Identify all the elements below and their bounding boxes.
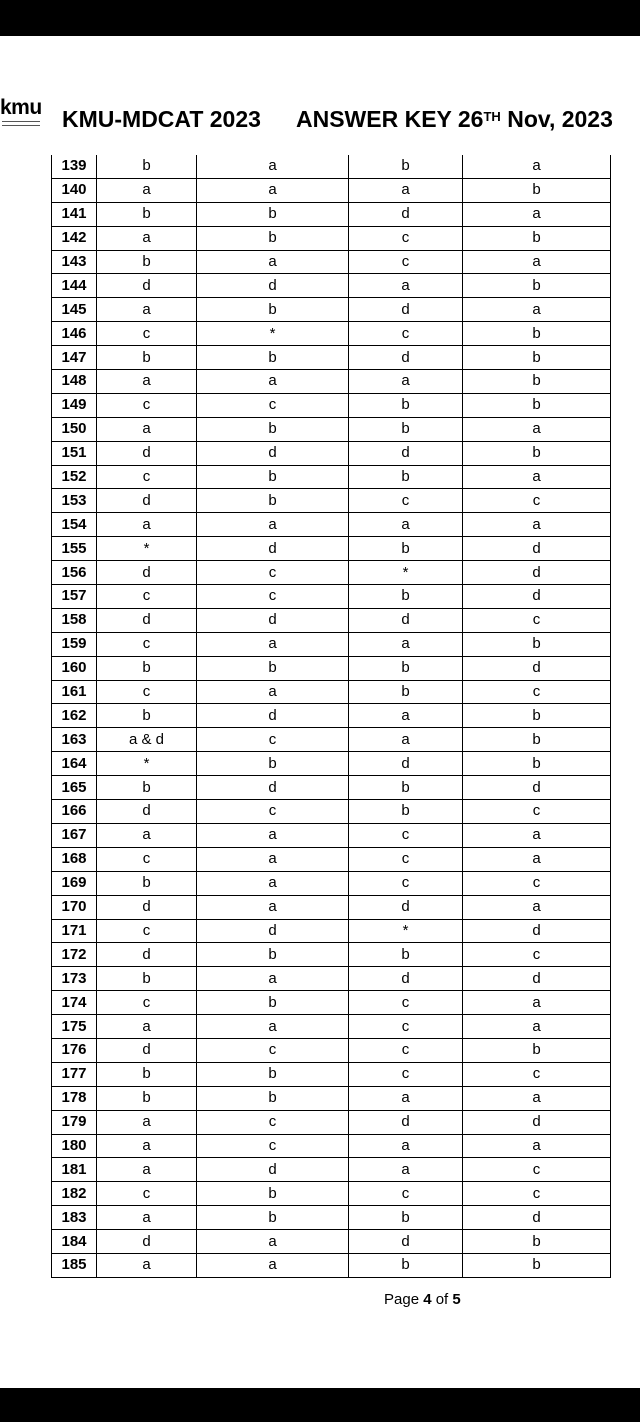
- question-number: 144: [52, 274, 97, 298]
- answer-cell: b: [97, 967, 197, 991]
- answer-cell: a: [463, 847, 611, 871]
- answer-cell: *: [197, 322, 349, 346]
- answer-cell: c: [197, 1134, 349, 1158]
- answer-cell: a: [349, 1134, 463, 1158]
- answer-cell: b: [197, 1182, 349, 1206]
- answer-cell: a: [197, 513, 349, 537]
- question-number: 145: [52, 298, 97, 322]
- table-row: [52, 943, 611, 967]
- table-row: [52, 250, 611, 274]
- table-row: [52, 441, 611, 465]
- question-number: 142: [52, 226, 97, 250]
- table-row: [52, 346, 611, 370]
- answer-cell: d: [463, 561, 611, 585]
- answer-cell: a: [463, 513, 611, 537]
- answer-cell: b: [197, 943, 349, 967]
- answer-cell: b: [197, 1086, 349, 1110]
- exam-title: KMU-MDCAT 2023: [62, 106, 261, 132]
- answer-cell: b: [463, 441, 611, 465]
- answer-cell: a & d: [97, 728, 197, 752]
- answer-cell: a: [349, 632, 463, 656]
- answer-cell: d: [97, 1230, 197, 1254]
- table-row: [52, 298, 611, 322]
- question-number: 182: [52, 1182, 97, 1206]
- answer-cell: c: [349, 1038, 463, 1062]
- table-row: [52, 656, 611, 680]
- answer-cell: *: [349, 561, 463, 585]
- table-row: [52, 465, 611, 489]
- answer-cell: b: [197, 752, 349, 776]
- answer-cell: b: [349, 656, 463, 680]
- answer-cell: c: [197, 728, 349, 752]
- question-number: 158: [52, 608, 97, 632]
- table-row: [52, 393, 611, 417]
- answer-cell: c: [97, 680, 197, 704]
- answer-cell: b: [349, 155, 463, 178]
- question-number: 147: [52, 346, 97, 370]
- question-number: 169: [52, 871, 97, 895]
- answer-cell: b: [463, 752, 611, 776]
- answer-cell: b: [463, 346, 611, 370]
- table-row: [52, 800, 611, 824]
- answer-cell: a: [463, 1015, 611, 1039]
- answer-cell: b: [197, 465, 349, 489]
- answer-cell: a: [197, 895, 349, 919]
- answer-cell: a: [97, 1110, 197, 1134]
- table-row: [52, 274, 611, 298]
- answer-key-superscript: TH: [483, 109, 501, 124]
- question-number: 155: [52, 537, 97, 561]
- answer-cell: a: [463, 155, 611, 178]
- answer-cell: c: [349, 1182, 463, 1206]
- answer-cell: b: [349, 465, 463, 489]
- answer-cell: c: [197, 561, 349, 585]
- answer-key-suffix: Nov, 2023: [500, 106, 613, 132]
- answer-cell: c: [197, 1038, 349, 1062]
- bottom-black-bar: [0, 1388, 640, 1422]
- question-number: 171: [52, 919, 97, 943]
- answer-cell: a: [97, 1134, 197, 1158]
- answer-cell: a: [197, 1015, 349, 1039]
- answer-cell: a: [463, 417, 611, 441]
- answer-cell: c: [463, 1062, 611, 1086]
- table-row: [52, 1182, 611, 1206]
- table-row: [52, 871, 611, 895]
- question-number: 139: [52, 155, 97, 178]
- answer-cell: a: [97, 1206, 197, 1230]
- answer-cell: a: [197, 871, 349, 895]
- logo-subtitle-lines: [2, 121, 40, 126]
- answer-cell: d: [349, 202, 463, 226]
- table-row: [52, 967, 611, 991]
- question-number: 153: [52, 489, 97, 513]
- answer-cell: c: [463, 1182, 611, 1206]
- table-row: [52, 202, 611, 226]
- table-row: [52, 1038, 611, 1062]
- answer-cell: d: [463, 656, 611, 680]
- answer-cell: a: [197, 1230, 349, 1254]
- page-total: 5: [452, 1291, 461, 1308]
- table-row: [52, 823, 611, 847]
- answer-cell: b: [463, 1253, 611, 1277]
- answer-cell: a: [349, 728, 463, 752]
- question-number: 181: [52, 1158, 97, 1182]
- answer-cell: a: [97, 1158, 197, 1182]
- answer-cell: b: [349, 1253, 463, 1277]
- answer-cell: c: [349, 823, 463, 847]
- table-row: [52, 585, 611, 609]
- answer-cell: d: [463, 967, 611, 991]
- table-row: [52, 561, 611, 585]
- answer-cell: b: [97, 250, 197, 274]
- answer-cell: b: [97, 1086, 197, 1110]
- question-number: 167: [52, 823, 97, 847]
- answer-cell: b: [97, 704, 197, 728]
- answer-cell: a: [463, 823, 611, 847]
- question-number: 168: [52, 847, 97, 871]
- table-row: [52, 489, 611, 513]
- answer-cell: c: [349, 1062, 463, 1086]
- question-number: 175: [52, 1015, 97, 1039]
- answer-cell: b: [97, 656, 197, 680]
- table-row: [52, 728, 611, 752]
- answer-cell: b: [463, 1230, 611, 1254]
- answer-cell: a: [97, 513, 197, 537]
- answer-cell: c: [463, 608, 611, 632]
- answer-cell: a: [197, 680, 349, 704]
- answer-cell: d: [463, 776, 611, 800]
- answer-cell: d: [463, 1206, 611, 1230]
- answer-cell: c: [349, 991, 463, 1015]
- answer-cell: b: [197, 1062, 349, 1086]
- answer-cell: b: [197, 656, 349, 680]
- answer-cell: d: [349, 441, 463, 465]
- table-row: [52, 1086, 611, 1110]
- answer-cell: c: [97, 991, 197, 1015]
- answer-cell: b: [197, 1206, 349, 1230]
- question-number: 165: [52, 776, 97, 800]
- table-row: [52, 895, 611, 919]
- answer-cell: b: [197, 346, 349, 370]
- answer-cell: a: [197, 632, 349, 656]
- answer-cell: d: [97, 441, 197, 465]
- answer-cell: b: [463, 393, 611, 417]
- answer-cell: c: [97, 919, 197, 943]
- table-row: [52, 752, 611, 776]
- answer-cell: a: [97, 226, 197, 250]
- answer-cell: a: [463, 250, 611, 274]
- answer-cell: b: [349, 776, 463, 800]
- answer-cell: b: [97, 346, 197, 370]
- answer-cell: c: [197, 393, 349, 417]
- answer-cell: a: [97, 823, 197, 847]
- answer-cell: b: [463, 704, 611, 728]
- answer-key-title: [296, 105, 613, 133]
- answer-cell: c: [349, 847, 463, 871]
- question-number: 143: [52, 250, 97, 274]
- answer-cell: a: [463, 1134, 611, 1158]
- answer-cell: b: [463, 632, 611, 656]
- question-number: 183: [52, 1206, 97, 1230]
- answer-cell: d: [349, 1110, 463, 1134]
- question-number: 141: [52, 202, 97, 226]
- answer-cell: c: [463, 943, 611, 967]
- answer-cell: d: [97, 895, 197, 919]
- answer-cell: b: [463, 728, 611, 752]
- answer-cell: a: [349, 704, 463, 728]
- question-number: 151: [52, 441, 97, 465]
- answer-cell: b: [97, 155, 197, 178]
- question-number: 156: [52, 561, 97, 585]
- table-row: [52, 704, 611, 728]
- table-row: [52, 513, 611, 537]
- logo-text: kmu: [0, 96, 42, 119]
- answer-cell: c: [463, 1158, 611, 1182]
- answer-cell: c: [197, 800, 349, 824]
- answer-cell: a: [197, 250, 349, 274]
- table-row: [52, 1134, 611, 1158]
- page-of: of: [431, 1291, 453, 1308]
- question-number: 152: [52, 465, 97, 489]
- answer-cell: b: [197, 417, 349, 441]
- answer-cell: b: [349, 680, 463, 704]
- answer-cell: c: [97, 322, 197, 346]
- answer-cell: c: [463, 871, 611, 895]
- question-number: 185: [52, 1253, 97, 1277]
- answer-cell: a: [463, 298, 611, 322]
- question-number: 173: [52, 967, 97, 991]
- answer-cell: *: [349, 919, 463, 943]
- answer-cell: c: [349, 871, 463, 895]
- question-number: 149: [52, 393, 97, 417]
- answer-cell: b: [97, 1062, 197, 1086]
- answer-cell: d: [197, 274, 349, 298]
- answer-cell: a: [349, 1158, 463, 1182]
- answer-cell: a: [349, 1086, 463, 1110]
- answer-cell: c: [97, 393, 197, 417]
- table-row: [52, 632, 611, 656]
- answer-cell: c: [97, 1182, 197, 1206]
- answer-cell: d: [97, 489, 197, 513]
- answer-cell: d: [97, 943, 197, 967]
- answer-cell: a: [349, 513, 463, 537]
- answer-cell: d: [197, 776, 349, 800]
- answer-cell: *: [97, 752, 197, 776]
- answer-cell: a: [463, 1086, 611, 1110]
- answer-cell: d: [349, 967, 463, 991]
- answer-cell: d: [97, 800, 197, 824]
- answer-cell: d: [97, 1038, 197, 1062]
- answer-cell: b: [463, 274, 611, 298]
- answer-cell: b: [349, 393, 463, 417]
- answer-cell: b: [463, 178, 611, 202]
- answer-cell: a: [197, 178, 349, 202]
- answer-cell: b: [349, 943, 463, 967]
- kmu-logo: [0, 97, 44, 133]
- answer-cell: b: [97, 776, 197, 800]
- answer-cell: a: [463, 465, 611, 489]
- question-number: 150: [52, 417, 97, 441]
- answer-cell: a: [349, 178, 463, 202]
- answer-cell: a: [97, 1253, 197, 1277]
- answer-cell: d: [349, 608, 463, 632]
- question-number: 178: [52, 1086, 97, 1110]
- answer-cell: a: [97, 178, 197, 202]
- question-number: 166: [52, 800, 97, 824]
- answer-cell: b: [197, 489, 349, 513]
- answer-cell: d: [349, 298, 463, 322]
- answer-cell: d: [463, 537, 611, 561]
- table-row: [52, 1206, 611, 1230]
- answer-cell: b: [197, 298, 349, 322]
- answer-cell: c: [463, 680, 611, 704]
- answer-cell: d: [197, 1158, 349, 1182]
- answer-cell: c: [349, 489, 463, 513]
- answer-key-prefix: ANSWER KEY 26: [296, 106, 484, 132]
- question-number: 154: [52, 513, 97, 537]
- table-row: [52, 1158, 611, 1182]
- answer-cell: d: [349, 895, 463, 919]
- answer-cell: c: [463, 489, 611, 513]
- answer-cell: a: [97, 370, 197, 394]
- answer-cell: c: [463, 800, 611, 824]
- answer-cell: d: [463, 585, 611, 609]
- answer-cell: b: [463, 1038, 611, 1062]
- answer-cell: a: [197, 823, 349, 847]
- answer-cell: d: [349, 346, 463, 370]
- answer-cell: a: [349, 370, 463, 394]
- table-row: [52, 417, 611, 441]
- answer-cell: a: [349, 274, 463, 298]
- table-row: [52, 370, 611, 394]
- page-prefix: Page: [384, 1291, 424, 1308]
- answer-cell: c: [97, 632, 197, 656]
- question-number: 164: [52, 752, 97, 776]
- answer-cell: c: [349, 250, 463, 274]
- question-number: 174: [52, 991, 97, 1015]
- question-number: 162: [52, 704, 97, 728]
- answer-cell: b: [349, 1206, 463, 1230]
- answer-cell: c: [197, 1110, 349, 1134]
- answer-cell: d: [197, 537, 349, 561]
- question-number: 177: [52, 1062, 97, 1086]
- table-row: [52, 537, 611, 561]
- answer-cell: d: [463, 919, 611, 943]
- answer-cell: d: [349, 1230, 463, 1254]
- answer-cell: b: [197, 991, 349, 1015]
- answer-cell: b: [463, 370, 611, 394]
- table-row: [52, 1110, 611, 1134]
- answer-cell: c: [97, 465, 197, 489]
- question-number: 146: [52, 322, 97, 346]
- table-row: [52, 155, 611, 178]
- answer-key-body: [52, 155, 611, 1277]
- table-row: [52, 226, 611, 250]
- question-number: 170: [52, 895, 97, 919]
- answer-cell: a: [97, 1015, 197, 1039]
- answer-cell: d: [197, 919, 349, 943]
- answer-cell: a: [463, 895, 611, 919]
- answer-key-table: [51, 155, 611, 1278]
- answer-cell: b: [97, 202, 197, 226]
- question-number: 159: [52, 632, 97, 656]
- answer-cell: a: [97, 417, 197, 441]
- answer-cell: b: [197, 226, 349, 250]
- answer-cell: d: [349, 752, 463, 776]
- page-number: [384, 1291, 461, 1308]
- top-black-bar: [0, 0, 640, 36]
- answer-cell: c: [97, 847, 197, 871]
- answer-cell: *: [97, 537, 197, 561]
- answer-cell: b: [463, 322, 611, 346]
- question-number: 176: [52, 1038, 97, 1062]
- answer-cell: b: [97, 871, 197, 895]
- answer-cell: c: [349, 322, 463, 346]
- table-row: [52, 919, 611, 943]
- table-row: [52, 991, 611, 1015]
- table-row: [52, 1253, 611, 1277]
- table-row: [52, 608, 611, 632]
- question-number: 180: [52, 1134, 97, 1158]
- answer-cell: b: [197, 202, 349, 226]
- question-number: 148: [52, 370, 97, 394]
- answer-cell: a: [463, 991, 611, 1015]
- page-current: 4: [423, 1291, 432, 1308]
- answer-cell: a: [197, 847, 349, 871]
- question-number: 157: [52, 585, 97, 609]
- answer-cell: c: [349, 1015, 463, 1039]
- table-row: [52, 847, 611, 871]
- table-row: [52, 776, 611, 800]
- answer-cell: b: [349, 417, 463, 441]
- question-number: 184: [52, 1230, 97, 1254]
- question-number: 160: [52, 656, 97, 680]
- answer-cell: a: [197, 155, 349, 178]
- answer-cell: d: [463, 1110, 611, 1134]
- table-row: [52, 680, 611, 704]
- table-row: [52, 1230, 611, 1254]
- question-number: 140: [52, 178, 97, 202]
- table-row: [52, 322, 611, 346]
- answer-cell: a: [463, 202, 611, 226]
- answer-cell: a: [97, 298, 197, 322]
- question-number: 163: [52, 728, 97, 752]
- answer-cell: d: [197, 608, 349, 632]
- answer-cell: b: [349, 537, 463, 561]
- answer-cell: b: [349, 800, 463, 824]
- answer-cell: d: [197, 441, 349, 465]
- answer-cell: a: [197, 1253, 349, 1277]
- answer-cell: a: [197, 370, 349, 394]
- answer-cell: d: [97, 561, 197, 585]
- answer-cell: b: [349, 585, 463, 609]
- table-row: [52, 1062, 611, 1086]
- table-row: [52, 1015, 611, 1039]
- answer-cell: d: [97, 274, 197, 298]
- answer-cell: c: [349, 226, 463, 250]
- question-number: 161: [52, 680, 97, 704]
- answer-cell: d: [197, 704, 349, 728]
- question-number: 172: [52, 943, 97, 967]
- answer-cell: d: [97, 608, 197, 632]
- answer-cell: c: [97, 585, 197, 609]
- answer-cell: a: [197, 967, 349, 991]
- answer-cell: b: [463, 226, 611, 250]
- question-number: 179: [52, 1110, 97, 1134]
- answer-cell: c: [197, 585, 349, 609]
- table-row: [52, 178, 611, 202]
